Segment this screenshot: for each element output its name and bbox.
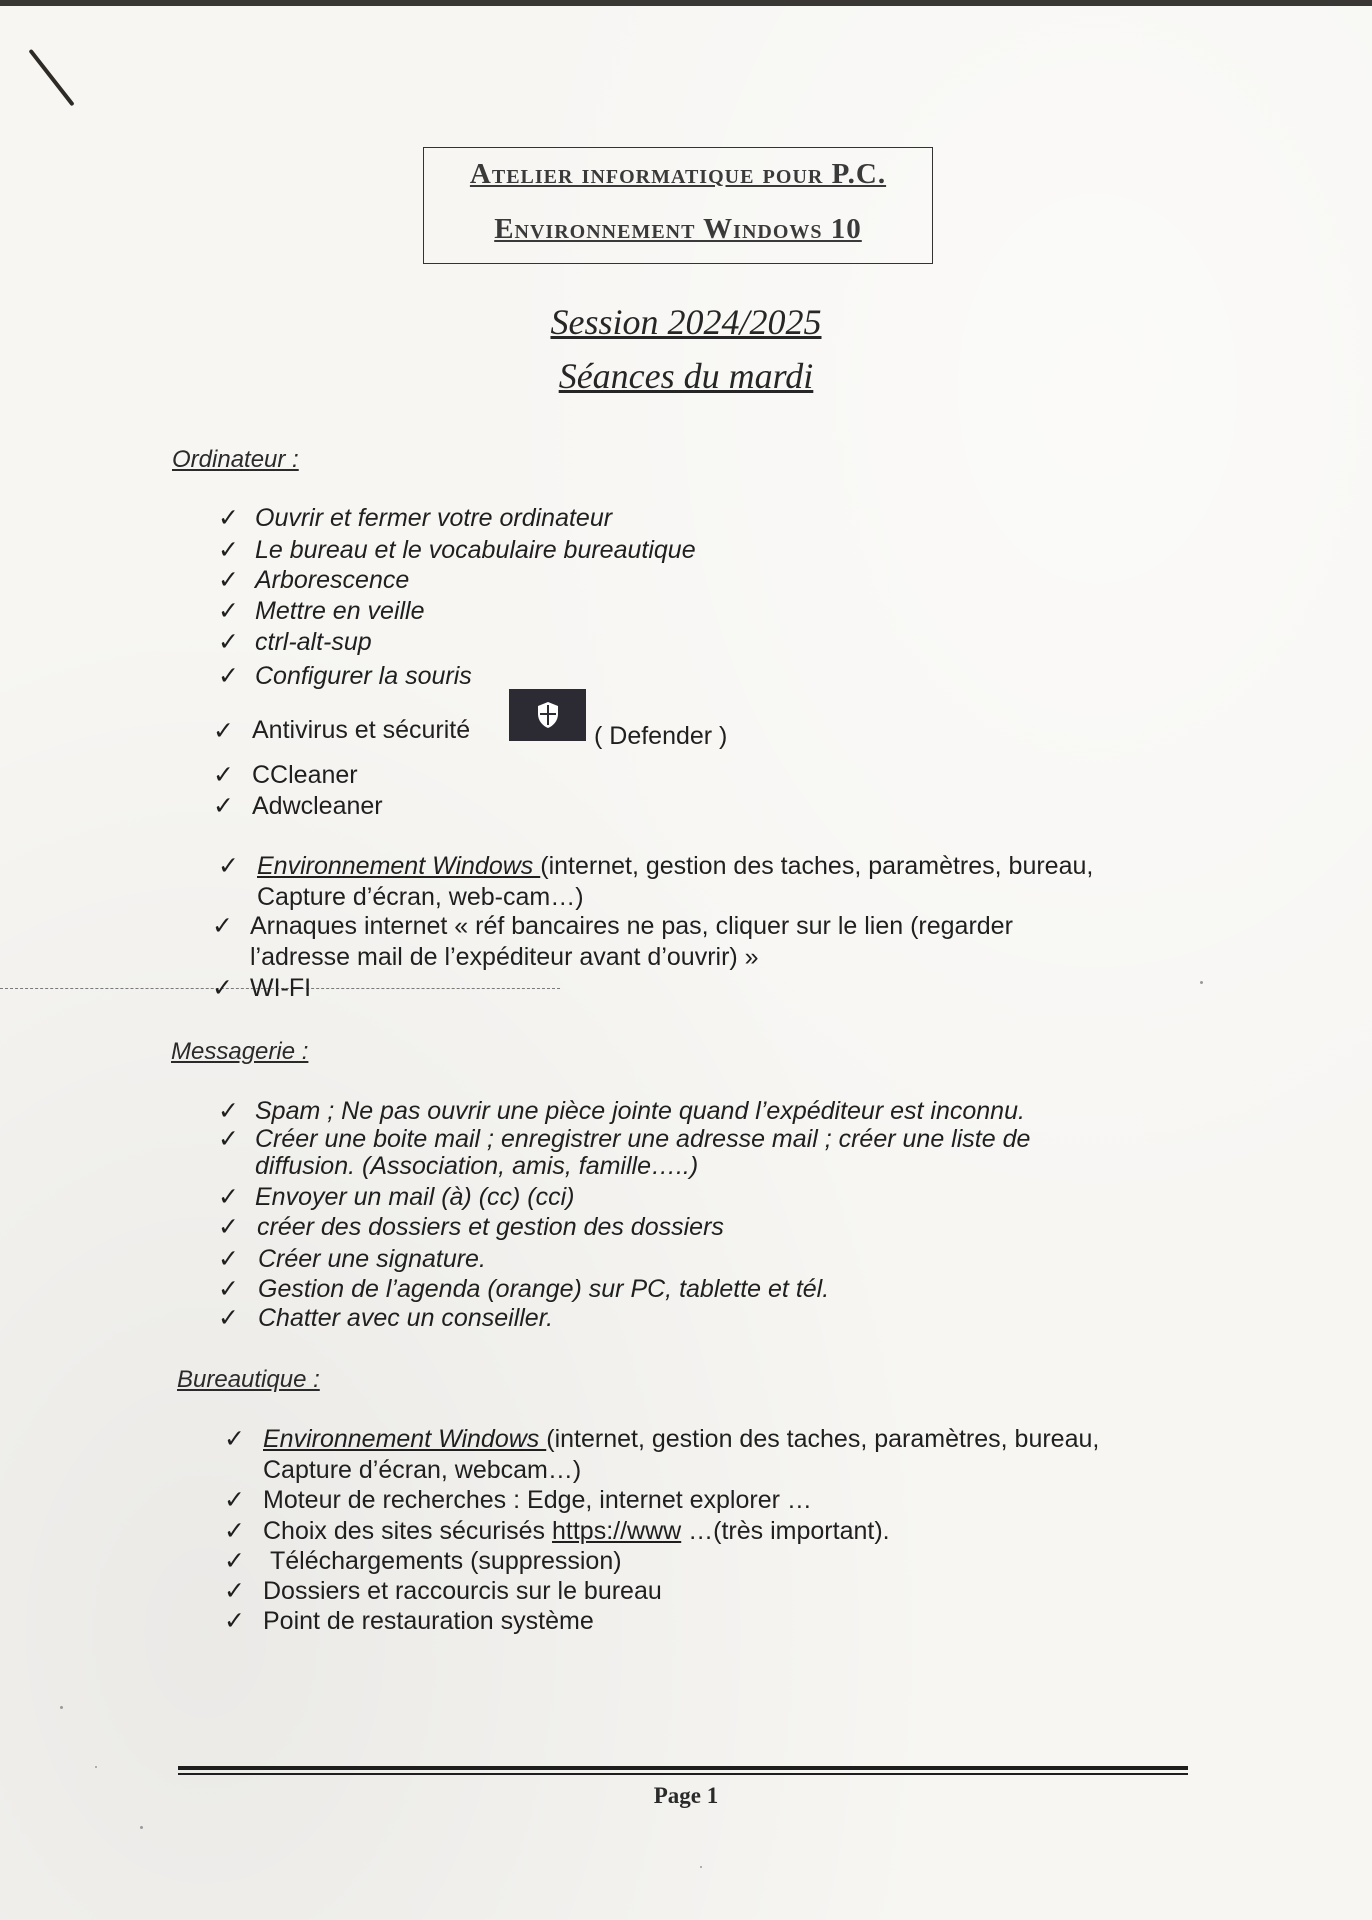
page-number: Page 1 — [653, 1783, 719, 1808]
check-icon: ✓ — [224, 1547, 245, 1575]
check-icon: ✓ — [212, 912, 233, 940]
footer-rule — [178, 1773, 1188, 1775]
list-item: Téléchargements (suppression) — [270, 1547, 622, 1575]
check-icon: ✓ — [213, 792, 234, 820]
defender-note: ( Defender ) — [594, 722, 728, 750]
choix-note: …(très important). — [681, 1517, 890, 1545]
list-item: Ouvrir et fermer votre ordinateur — [255, 504, 613, 532]
check-icon: ✓ — [218, 566, 239, 594]
title-line-2: Environnement Windows 10 — [494, 213, 862, 245]
list-item: CCleaner — [252, 761, 358, 789]
list-item: Spam ; Ne pas ouvrir une pièce jointe quand l’expéditeur est inconnu. — [255, 1097, 1025, 1125]
list-item: Envoyer un mail (à) (cc) (cci) — [255, 1183, 575, 1211]
list-item: créer des dossiers et gestion des dossiers — [257, 1213, 724, 1241]
check-icon: ✓ — [218, 597, 239, 625]
check-icon: ✓ — [218, 628, 239, 656]
list-item-environnement — [263, 1424, 1099, 1454]
choix-text: Choix des sites sécurisés — [263, 1517, 553, 1545]
section-messagerie: Messagerie : — [171, 1038, 309, 1065]
list-item: Créer une signature. — [258, 1245, 486, 1273]
list-item: Point de restauration système — [263, 1607, 594, 1635]
seances-title: Séances du mardi — [558, 356, 814, 396]
check-icon: ✓ — [213, 761, 234, 789]
list-item-continuation: l’adresse mail de l’expéditeur avant d’ouvrir) » — [250, 943, 759, 971]
scan-speckle — [60, 1706, 63, 1709]
check-icon: ✓ — [218, 852, 239, 880]
document-page — [0, 6, 1372, 1920]
footer-rule — [178, 1766, 1188, 1770]
environnement-details: (internet, gestion des taches, paramètres, bureau, — [546, 1425, 1100, 1453]
check-icon: ✓ — [218, 1245, 239, 1273]
list-item: Gestion de l’agenda (orange) sur PC, tablette et tél. — [258, 1275, 830, 1303]
list-item-continuation: diffusion. (Association, amis, famille…..) — [255, 1152, 699, 1180]
pencil-mark — [28, 49, 74, 107]
list-item: Adwcleaner — [252, 792, 383, 820]
environnement-link: Environnement Windows — [257, 852, 541, 880]
check-icon: ✓ — [224, 1577, 245, 1605]
list-item: Dossiers et raccourcis sur le bureau — [263, 1577, 662, 1605]
environnement-link: Environnement Windows — [263, 1425, 547, 1453]
environnement-details: (internet, gestion des taches, paramètres, bureau, — [540, 852, 1094, 880]
scan-speckle — [140, 1826, 143, 1829]
check-icon: ✓ — [218, 536, 239, 564]
list-item: Le bureau et le vocabulaire bureautique — [255, 536, 696, 564]
check-icon: ✓ — [218, 662, 239, 690]
session-title: Session 2024/2025 — [550, 302, 822, 342]
check-icon: ✓ — [224, 1425, 245, 1453]
list-item-choix-sites — [263, 1516, 890, 1546]
section-ordinateur: Ordinateur : — [172, 446, 299, 473]
list-item-antivirus: Antivirus et sécurité — [252, 716, 471, 744]
list-item: Chatter avec un conseiller. — [258, 1304, 554, 1332]
check-icon: ✓ — [218, 1304, 239, 1332]
list-item: Arborescence — [255, 566, 410, 594]
check-icon: ✓ — [218, 1275, 239, 1303]
scan-speckle — [700, 1866, 702, 1868]
title-line-1: Atelier informatique pour P.C. — [469, 158, 887, 190]
https-link: https://www — [552, 1517, 682, 1545]
list-item-wifi: WI-FI — [250, 974, 312, 1002]
check-icon: ✓ — [224, 1517, 245, 1545]
list-item-continuation: Capture d’écran, webcam…) — [263, 1456, 582, 1484]
list-item-environnement — [257, 851, 1093, 881]
check-icon: ✓ — [218, 504, 239, 532]
list-item: Mettre en veille — [255, 597, 425, 625]
title-box — [423, 147, 933, 264]
check-icon: ✓ — [224, 1486, 245, 1514]
check-icon: ✓ — [218, 1097, 239, 1125]
check-icon: ✓ — [212, 974, 233, 1002]
shield-icon — [509, 689, 586, 741]
list-item-arnaques: Arnaques internet « réf bancaires ne pas, cliquer sur le lien (regarder — [250, 912, 1013, 940]
list-item: Configurer la souris — [255, 662, 472, 690]
list-item: Créer une boite mail ; enregistrer une adresse mail ; créer une liste de — [255, 1125, 1031, 1153]
check-icon: ✓ — [213, 717, 234, 745]
list-item: Moteur de recherches : Edge, internet explorer … — [263, 1486, 812, 1514]
check-icon: ✓ — [218, 1213, 239, 1241]
scan-speckle — [1200, 981, 1203, 984]
check-icon: ✓ — [224, 1607, 245, 1635]
check-icon: ✓ — [218, 1125, 239, 1153]
section-bureautique: Bureautique : — [177, 1366, 320, 1393]
list-item: ctrl-alt-sup — [255, 628, 372, 656]
scan-speckle — [95, 1766, 97, 1768]
list-item-continuation: Capture d’écran, web-cam…) — [257, 883, 584, 911]
check-icon: ✓ — [218, 1183, 239, 1211]
